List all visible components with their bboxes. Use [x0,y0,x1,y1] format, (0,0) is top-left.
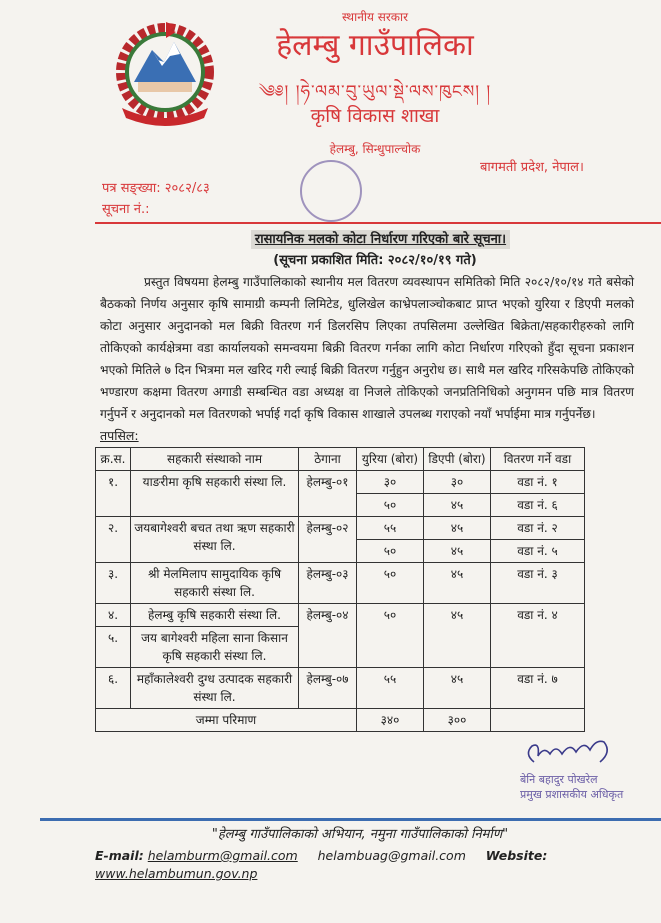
header-urea: युरिया (बोरा) [357,448,424,471]
cell-sn: ५. [96,627,131,668]
cell-ward: वडा नं. ३ [491,563,585,604]
signatory-title: प्रमुख प्रशासकीय अधिकृत [520,788,624,801]
website-link[interactable]: www.helambumun.gov.np [95,866,258,881]
cell-name: श्री मेलमिलाप सामुदायिक कृषि सहकारी संस्था लि. [131,563,299,604]
cell-name: महाँकालेश्वरी दुग्ध उत्पादक सहकारी संस्था लि. [131,668,299,709]
local-government-label: स्थानीय सरकार [342,10,408,24]
header-name: सहकारी संस्थाको नाम [131,448,299,471]
header-address: ठेगाना [299,448,357,471]
cell-ward: वडा नं. ६ [491,494,585,517]
notice-content [0,228,661,923]
notice-body: प्रस्तुत विषयमा हेलम्बु गाउँपालिकाको स्थानीय मल वितरण व्यवस्थापन समितिको मिति २०८२/१०/१४ गते बसेको बैठकको निर्णय अनुसार कृषि सामाग्री कम्पनी लिमिटेड, धुलिखेल काभ्रेपलाञ्चोकबाट प्राप्त भएको युरिया र डिएपी मलको कोटा अनुसार अनुदानको मल बिक्री वितरण गर्न डिलरसिप लिएका तपसिलमा उल्लेखित बिक्रेता/सहकारीहरुको लागि तोकिएको कार्यक्षेत्रमा वडा कार्यालयको समन्वयमा बिक्री वितरण गर्नका लागि कोटा निर्धारण गरिएको हुँदा सूचना प्रकाशन भएको मितिले ७ दिन भित्रमा मल खरिद गरी ल्याई बिक्री वितरण गर्नुहुन अनुरोध छ। साथै मल खरिद गरिसकेपछि तोकिएको भण्डारण कक्षमा वितरण अगाडी सम्बन्धित वडा अध्यक्ष वा निजले तोकिएको जनप्रतिनिधिको अनुगमन पछि मात्र वितरण गर्नुपर्ने र अनुदानको मल वितरणको भर्पाई गर्दा कृषि विकास शाखाले उपलब्ध गराएको नयाँ भर्पाईमा मात्र गर्नुपर्नेछ। [100,275,634,421]
email-link-2[interactable]: helambuag@gmail.com [317,848,466,863]
footer [0,818,661,923]
footer-contact [95,847,655,883]
cell-address: हेलम्बु-०३ [299,563,357,604]
cell-sn: १. [96,471,131,517]
office-stamp [300,160,362,222]
quota-table [95,447,585,732]
cell-address: हेलम्बु-०७ [299,668,357,709]
cell-urea: ५० [357,540,424,563]
published-date: (सूचना प्रकाशित मिति: २०८२/१०/१९ गते) [273,253,477,268]
cell-urea: ५० [357,494,424,517]
office-address: हेलम्बु, सिन्धुपाल्चोक [329,142,421,156]
notice-title: रासायनिक मलको कोटा निर्धारण गरिएको बारे सूचना। [251,230,510,249]
cell-urea: ५० [357,604,424,668]
cell-dap: ४५ [424,668,491,709]
header-ward: वितरण गर्ने वडा [491,448,585,471]
cell-dap: ४५ [424,604,491,668]
signatory-name: बेनि बहादुर पोखरेल [520,773,598,786]
cell-address: हेलम्बु-०४ [299,604,357,668]
footer-slogan: "हेलम्बु गाउँपालिकाको अभियान, नमुना गाउँपालिकाको निर्माण" [211,827,509,842]
province-label: बागमती प्रदेश, नेपाल। [480,160,584,175]
header-dap: डिएपी (बोरा) [424,448,491,471]
details-label: तपसिल: [100,428,139,443]
cell-name: याङरीमा कृषि सहकारी संस्था लि. [131,471,299,517]
cell-urea: ३० [357,471,424,494]
cell-ward: वडा नं. १ [491,471,585,494]
cell-ward: वडा नं. ७ [491,668,585,709]
signature-block [520,738,650,802]
header-sn: क्र.स. [96,448,131,471]
email-link-1[interactable]: helamburm@gmail.com [147,848,298,863]
cell-dap: ४५ [424,517,491,540]
table-row [96,471,585,494]
header-divider [95,222,661,224]
table-header-row [96,448,585,471]
cell-address: हेलम्बु-०२ [299,517,357,563]
table-row [96,563,585,604]
cell-dap: ४५ [424,494,491,517]
cell-dap: ४५ [424,540,491,563]
cell-sn: ४. [96,604,131,627]
cell-sn: ३. [96,563,131,604]
total-label: जम्मा परिमाण [96,709,357,732]
total-urea: ३४० [357,709,424,732]
footer-divider [40,818,661,821]
signature [520,738,630,772]
cell-urea: ५५ [357,668,424,709]
total-dap: ३०० [424,709,491,732]
table-row [96,668,585,709]
cell-sn: ६. [96,668,131,709]
notice-number: सूचना नं.: [102,202,150,217]
cell-dap: ४५ [424,563,491,604]
cell-name: हेलम्बु कृषि सहकारी संस्था लि. [131,604,299,627]
cell-name: जयबागेश्वरी बचत तथा ऋण सहकारी संस्था लि. [131,517,299,563]
cell-urea: ५५ [357,517,424,540]
email-label: E-mail: [95,848,144,863]
total-row [96,709,585,732]
cell-urea: ५० [357,563,424,604]
table-row [96,517,585,540]
cell-name: जय बागेश्वरी महिला साना किसान कृषि सहकारी संस्था लि. [131,627,299,668]
cell-dap: ३० [424,471,491,494]
table-row [96,604,585,627]
branch-name: कृषि विकास शाखा [310,105,440,127]
cell-sn: २. [96,517,131,563]
total-ward-empty [491,709,585,732]
website-label: Website: [485,848,548,863]
municipality-title: हेलम्बु गाउँपालिका [276,28,474,63]
letterhead [0,0,661,228]
cell-ward: वडा नं. ४ [491,604,585,668]
cell-address: हेलम्बु-०१ [299,471,357,517]
cell-ward: वडा नं. २ [491,517,585,540]
letter-number: पत्र सङ्ख्या: २०८२/८३ [102,181,210,196]
tibetan-title: ༄༅། །ཧེ་ལམ་བུ་ཡུལ་སྡེ་ལས་ཁུངས། ། [258,82,492,102]
cell-ward: वडा नं. ५ [491,540,585,563]
